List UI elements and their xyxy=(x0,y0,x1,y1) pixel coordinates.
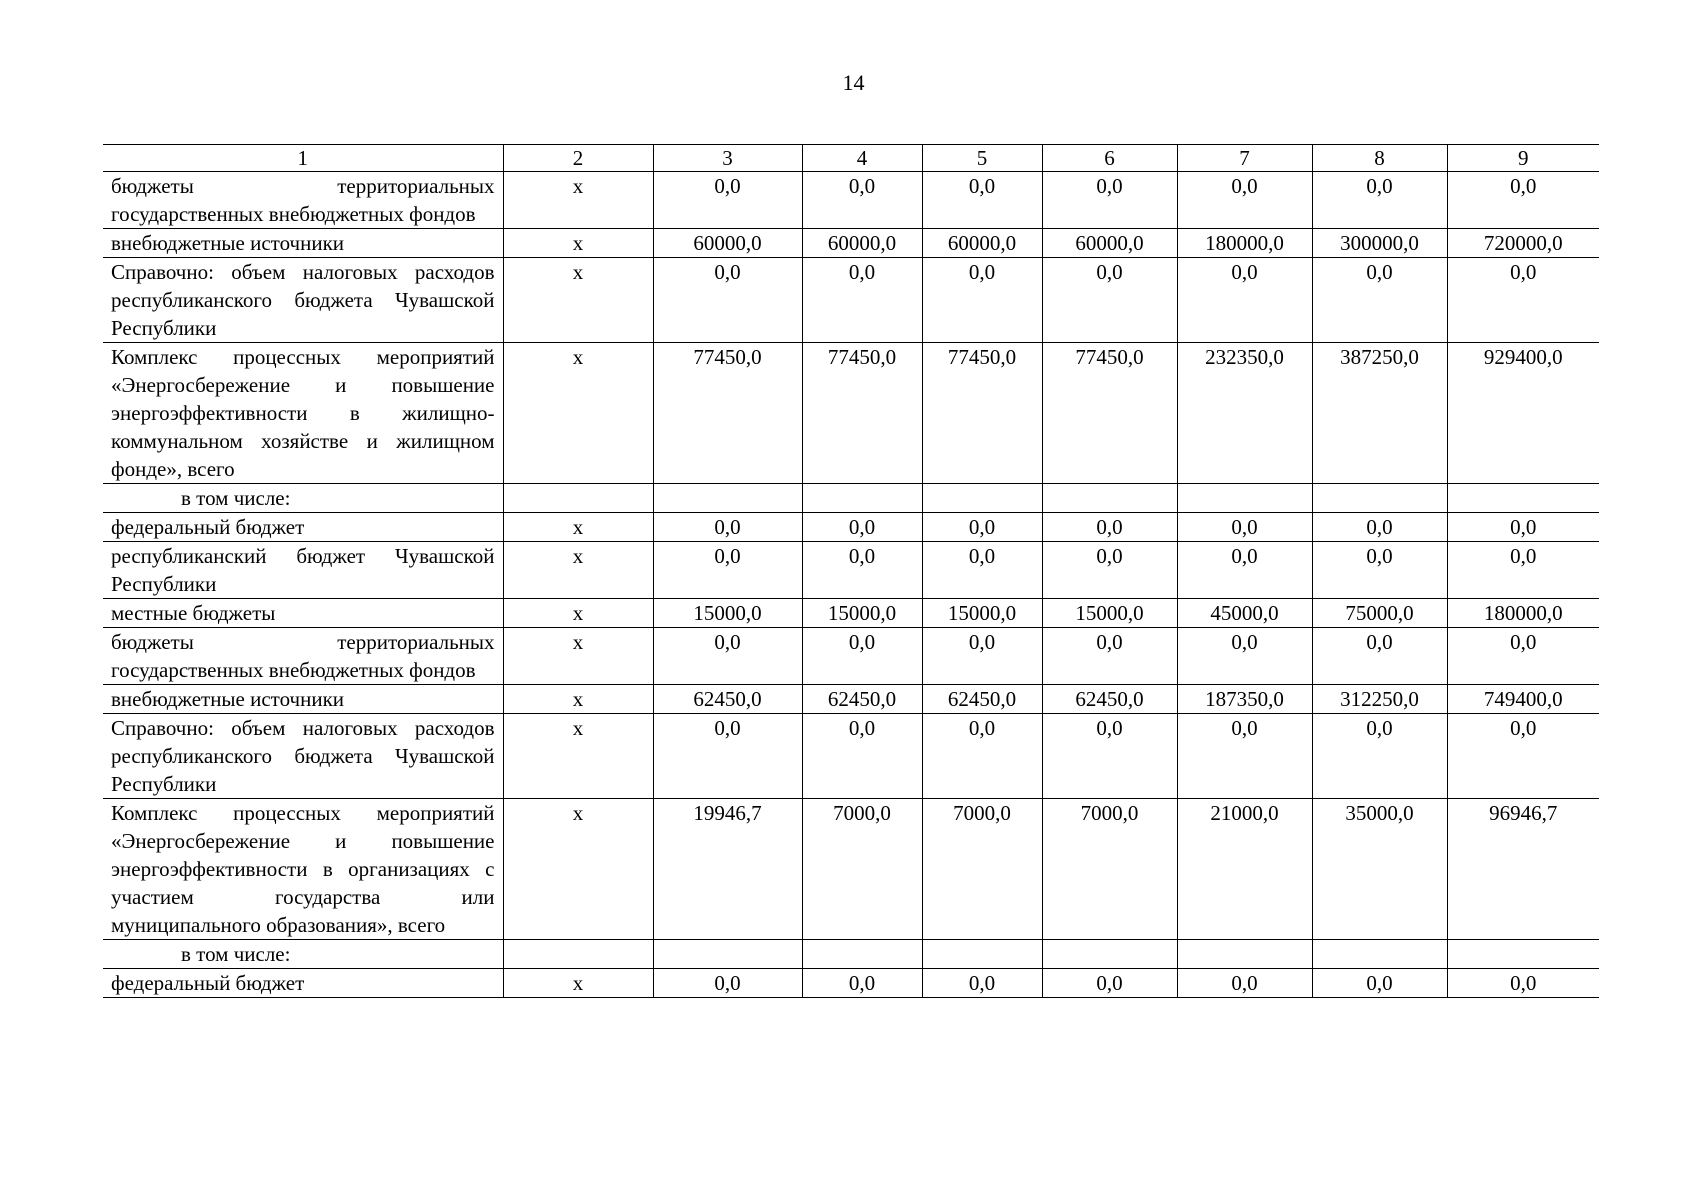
row-value: 0,0 xyxy=(922,542,1042,599)
column-header: 6 xyxy=(1042,145,1177,172)
row-value: 62450,0 xyxy=(1042,685,1177,714)
row-value: 929400,0 xyxy=(1447,343,1599,484)
row-value: 0,0 xyxy=(1042,542,1177,599)
row-value: 0,0 xyxy=(653,628,802,685)
row-value: 60000,0 xyxy=(653,229,802,258)
row-value: 0,0 xyxy=(1177,258,1312,343)
table-row xyxy=(103,542,1599,599)
row-label: Справочно: объем налоговых расходов республиканского бюджета Чувашской Республики xyxy=(103,258,503,343)
row-value: 0,0 xyxy=(922,513,1042,542)
row-value: 0,0 xyxy=(1447,714,1599,799)
row-label: республиканский бюджет Чувашской Республики xyxy=(103,542,503,599)
row-value: 45000,0 xyxy=(1177,599,1312,628)
row-value: 0,0 xyxy=(802,172,922,229)
row-value: 60000,0 xyxy=(922,229,1042,258)
row-value: 0,0 xyxy=(1312,542,1447,599)
row-value: 232350,0 xyxy=(1177,343,1312,484)
row-value: 62450,0 xyxy=(802,685,922,714)
column-header: 2 xyxy=(503,145,653,172)
row-label: Комплекс процессных мероприятий «Энергосбережение и повышение энергоэффективности в жилищно-коммунальном хозяйстве и жилищном фонде», всего xyxy=(103,343,503,484)
row-value xyxy=(653,484,802,513)
row-value xyxy=(1177,484,1312,513)
row-value xyxy=(1312,940,1447,969)
column-header: 1 xyxy=(103,145,503,172)
row-value: 7000,0 xyxy=(922,799,1042,940)
column-header: 5 xyxy=(922,145,1042,172)
row-value: 0,0 xyxy=(1042,969,1177,998)
row-value xyxy=(1312,484,1447,513)
row-code: х xyxy=(503,343,653,484)
table-row xyxy=(103,229,1599,258)
row-code: х xyxy=(503,799,653,940)
table-row xyxy=(103,258,1599,343)
row-value xyxy=(802,940,922,969)
row-value: 0,0 xyxy=(802,714,922,799)
row-code: х xyxy=(503,542,653,599)
row-label: Комплекс процессных мероприятий «Энергосбережение и повышение энергоэффективности в организациях с участием государства или муниципального образования», всего xyxy=(103,799,503,940)
row-value: 0,0 xyxy=(1177,542,1312,599)
row-value: 0,0 xyxy=(802,969,922,998)
row-value: 0,0 xyxy=(1447,542,1599,599)
row-value: 96946,7 xyxy=(1447,799,1599,940)
row-value: 0,0 xyxy=(1447,172,1599,229)
row-value xyxy=(1042,940,1177,969)
row-value: 0,0 xyxy=(1312,714,1447,799)
row-value: 60000,0 xyxy=(1042,229,1177,258)
table-row xyxy=(103,714,1599,799)
row-code: х xyxy=(503,969,653,998)
row-code: х xyxy=(503,172,653,229)
row-value: 0,0 xyxy=(802,542,922,599)
row-code: х xyxy=(503,229,653,258)
row-value: 77450,0 xyxy=(922,343,1042,484)
row-label: в том числе: xyxy=(103,940,503,969)
row-code: х xyxy=(503,714,653,799)
row-label: федеральный бюджет xyxy=(103,513,503,542)
table-row xyxy=(103,484,1599,513)
row-value: 15000,0 xyxy=(802,599,922,628)
row-value: 0,0 xyxy=(802,258,922,343)
row-value: 0,0 xyxy=(653,172,802,229)
row-value xyxy=(1042,484,1177,513)
row-value: 0,0 xyxy=(1042,513,1177,542)
row-value: 0,0 xyxy=(1447,969,1599,998)
row-value: 0,0 xyxy=(1447,628,1599,685)
row-code: х xyxy=(503,513,653,542)
row-value: 0,0 xyxy=(1312,513,1447,542)
row-value: 0,0 xyxy=(802,628,922,685)
row-value xyxy=(1447,940,1599,969)
row-value xyxy=(1447,484,1599,513)
row-label: внебюджетные источники xyxy=(103,229,503,258)
row-value: 35000,0 xyxy=(1312,799,1447,940)
page-number: 14 xyxy=(842,70,865,95)
row-value: 7000,0 xyxy=(1042,799,1177,940)
row-value: 0,0 xyxy=(802,513,922,542)
table-row xyxy=(103,513,1599,542)
row-value: 180000,0 xyxy=(1177,229,1312,258)
row-value: 0,0 xyxy=(1042,628,1177,685)
table-row xyxy=(103,599,1599,628)
row-value xyxy=(653,940,802,969)
row-value: 15000,0 xyxy=(922,599,1042,628)
row-value: 0,0 xyxy=(1312,628,1447,685)
row-value: 0,0 xyxy=(1177,513,1312,542)
row-value xyxy=(922,484,1042,513)
row-value: 0,0 xyxy=(1312,969,1447,998)
row-code xyxy=(503,940,653,969)
row-code: х xyxy=(503,628,653,685)
column-header: 7 xyxy=(1177,145,1312,172)
row-value: 720000,0 xyxy=(1447,229,1599,258)
table-row xyxy=(103,969,1599,998)
row-value: 0,0 xyxy=(653,258,802,343)
row-value: 0,0 xyxy=(1042,172,1177,229)
row-value: 0,0 xyxy=(922,714,1042,799)
row-value: 0,0 xyxy=(653,969,802,998)
table-row xyxy=(103,940,1599,969)
table-row xyxy=(103,343,1599,484)
row-value xyxy=(802,484,922,513)
row-label: бюджеты территориальных государственных внебюджетных фондов xyxy=(103,628,503,685)
row-value: 180000,0 xyxy=(1447,599,1599,628)
row-value: 75000,0 xyxy=(1312,599,1447,628)
row-value: 60000,0 xyxy=(802,229,922,258)
row-value: 0,0 xyxy=(1042,714,1177,799)
row-value xyxy=(1177,940,1312,969)
row-value: 749400,0 xyxy=(1447,685,1599,714)
row-value: 15000,0 xyxy=(653,599,802,628)
row-value: 312250,0 xyxy=(1312,685,1447,714)
row-code: х xyxy=(503,685,653,714)
row-value: 0,0 xyxy=(1177,172,1312,229)
table-row xyxy=(103,685,1599,714)
row-value: 0,0 xyxy=(1312,258,1447,343)
row-value: 0,0 xyxy=(1447,513,1599,542)
row-value: 77450,0 xyxy=(653,343,802,484)
row-value: 0,0 xyxy=(653,542,802,599)
table-row xyxy=(103,799,1599,940)
row-value: 0,0 xyxy=(922,172,1042,229)
column-header: 9 xyxy=(1447,145,1599,172)
column-header: 3 xyxy=(653,145,802,172)
row-value: 300000,0 xyxy=(1312,229,1447,258)
table-header-row xyxy=(103,145,1599,172)
row-value: 0,0 xyxy=(922,969,1042,998)
table-row xyxy=(103,628,1599,685)
row-value: 7000,0 xyxy=(802,799,922,940)
row-value: 77450,0 xyxy=(802,343,922,484)
row-label: Справочно: объем налоговых расходов республиканского бюджета Чувашской Республики xyxy=(103,714,503,799)
row-value: 19946,7 xyxy=(653,799,802,940)
table-row xyxy=(103,172,1599,229)
column-header: 8 xyxy=(1312,145,1447,172)
row-code: х xyxy=(503,258,653,343)
row-value: 0,0 xyxy=(1447,258,1599,343)
row-label: федеральный бюджет xyxy=(103,969,503,998)
row-value: 0,0 xyxy=(653,513,802,542)
row-value: 0,0 xyxy=(1177,969,1312,998)
row-value: 62450,0 xyxy=(653,685,802,714)
row-value: 0,0 xyxy=(1177,628,1312,685)
row-value: 387250,0 xyxy=(1312,343,1447,484)
row-value: 0,0 xyxy=(922,628,1042,685)
column-header: 4 xyxy=(802,145,922,172)
row-value xyxy=(922,940,1042,969)
row-label: местные бюджеты xyxy=(103,599,503,628)
row-value: 187350,0 xyxy=(1177,685,1312,714)
row-label: бюджеты территориальных государственных внебюджетных фондов xyxy=(103,172,503,229)
row-label: в том числе: xyxy=(103,484,503,513)
row-value: 0,0 xyxy=(922,258,1042,343)
row-label: внебюджетные источники xyxy=(103,685,503,714)
row-value: 62450,0 xyxy=(922,685,1042,714)
row-value: 15000,0 xyxy=(1042,599,1177,628)
row-value: 0,0 xyxy=(1312,172,1447,229)
budget-table xyxy=(103,144,1599,998)
row-value: 0,0 xyxy=(653,714,802,799)
row-code xyxy=(503,484,653,513)
row-value: 77450,0 xyxy=(1042,343,1177,484)
row-value: 0,0 xyxy=(1042,258,1177,343)
row-value: 21000,0 xyxy=(1177,799,1312,940)
row-value: 0,0 xyxy=(1177,714,1312,799)
row-code: х xyxy=(503,599,653,628)
